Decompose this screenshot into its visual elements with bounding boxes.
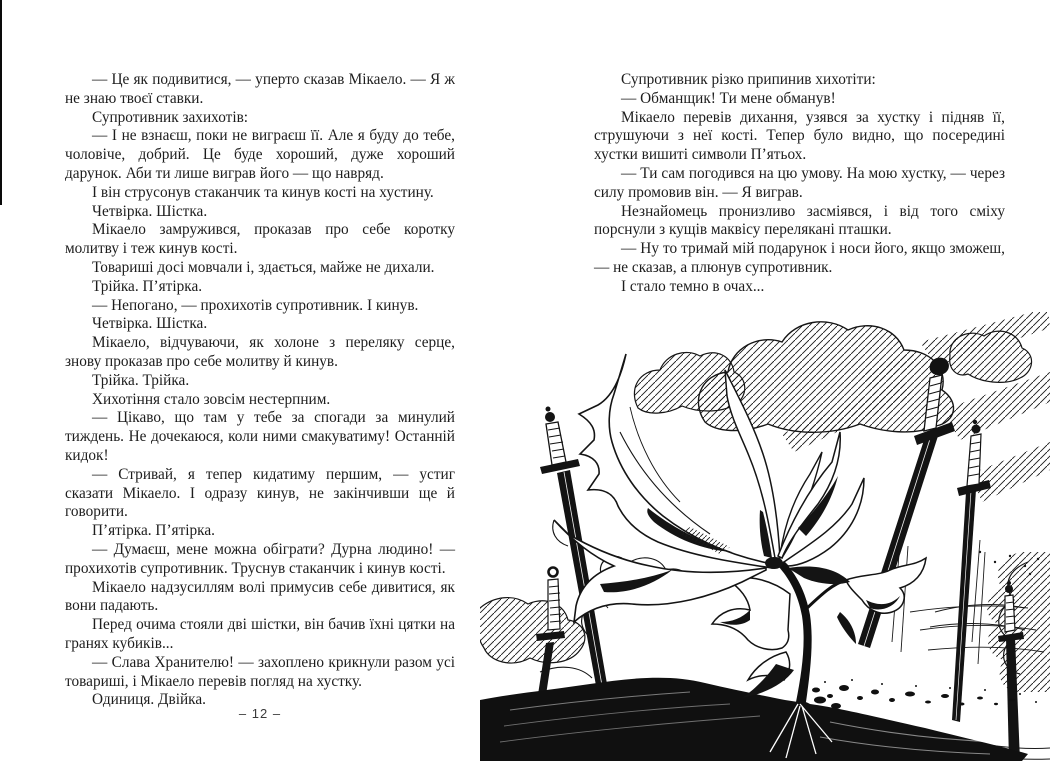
paragraph: Товариші досі мовчали і, здається, майже не дихали. bbox=[92, 258, 435, 276]
paragraph: Мікаело замружився, проказав про себе коротку молитву і теж кинув кості. bbox=[65, 221, 455, 258]
paragraph: Трійка. П’ятірка. bbox=[92, 277, 203, 295]
paragraph: — Ну то тримай мій подарунок і носи його, якщо зможеш, — не сказав, а плюнув супротивник. bbox=[594, 240, 1005, 276]
right-text-column bbox=[594, 71, 1005, 297]
paragraph: — Думаєш, мене можна обіграти? Дурна людино! — прохихотів супротивник. Труснув стаканчик і кинув кості. bbox=[65, 540, 455, 577]
paragraph: — Цікаво, що там у тебе за спогади за минулий тиждень. Не дочекаюся, коли ними смакуватиму! Останній кидок! bbox=[65, 409, 455, 464]
paragraph: Мікаело перевів дихання, узявся за хустку і підняв її, струшуючи з неї кості. Тепер було видно, що посередині хустки вишиті символи П’ятьох. bbox=[594, 108, 1005, 164]
paragraph: — Це як подивитися, — уперто сказав Мікаело. — Я ж не знаю твоєї ставки. bbox=[65, 71, 455, 107]
illustration-flame-flower-swords bbox=[480, 312, 1050, 761]
paragraph: Хихотіння стало зовсім нестерпним. bbox=[92, 390, 331, 408]
sword-right-mid bbox=[952, 420, 991, 722]
paragraph: Одиниця. Двійка. bbox=[92, 691, 206, 709]
paragraph: П’ятірка. П’ятірка. bbox=[92, 522, 215, 540]
paragraph: Незнайомець пронизливо засміявся, і від того сміху порснули з кущів маквісу перелякані пташки. bbox=[594, 202, 1005, 239]
page-number: – 12 – bbox=[238, 706, 282, 721]
paragraph: Супротивник захихотів: bbox=[92, 108, 249, 126]
paragraph: Супротивник різко припинив хихотіти: bbox=[621, 71, 876, 88]
paragraph: — Обманщик! Ти мене обманув! bbox=[621, 89, 836, 107]
paragraph: Четвірка. Шістка. bbox=[92, 315, 208, 333]
paragraph: Мікаело, відчуваючи, як холоне з переляку серце, знову проказав про себе молитву й кинув. bbox=[65, 334, 455, 370]
scan-edge-artifact bbox=[0, 0, 2, 205]
left-text-column bbox=[65, 71, 455, 710]
paragraph: — Стривай, я тепер кидатиму першим, — устиг сказати Мікаело. І одразу кинув, не закінчивши ще й говорити. bbox=[65, 465, 455, 521]
stem-leaf-cluster bbox=[712, 578, 794, 698]
paragraph: Трійка. Трійка. bbox=[92, 371, 190, 389]
paragraph: — Слава Хранителю! — захоплено крикнули разом усі товариші, і Мікаело перевів погляд на хустку. bbox=[65, 653, 455, 690]
paragraph: І стало темно в очах... bbox=[621, 277, 765, 295]
paragraph: — Ти сам погодився на цю умову. На мою хустку, — через силу промовив він. — Я виграв. bbox=[594, 164, 1005, 201]
flower-base bbox=[765, 557, 783, 569]
paragraph: І він струсонув стаканчик та кинув кості на хустину. bbox=[92, 183, 434, 201]
paragraph: — Непогано, — прохихотів супротивник. І кинув. bbox=[92, 296, 419, 314]
paragraph: — І не взнаєш, поки не виграєш її. Але я буду до тебе, чоловіче, добрий. Це буде хороший, дуже хороший дарунок. Аби ти лише виграв його — що навряд. bbox=[65, 127, 455, 182]
paragraph: Перед очима стояли дві шістки, він бачив їхні цятки на гранях кубиків... bbox=[65, 616, 455, 652]
paragraph: Мікаело надзусиллям волі примусив себе дивитися, як вони падають. bbox=[65, 578, 455, 615]
paragraph: Четвірка. Шістка. bbox=[92, 202, 208, 220]
